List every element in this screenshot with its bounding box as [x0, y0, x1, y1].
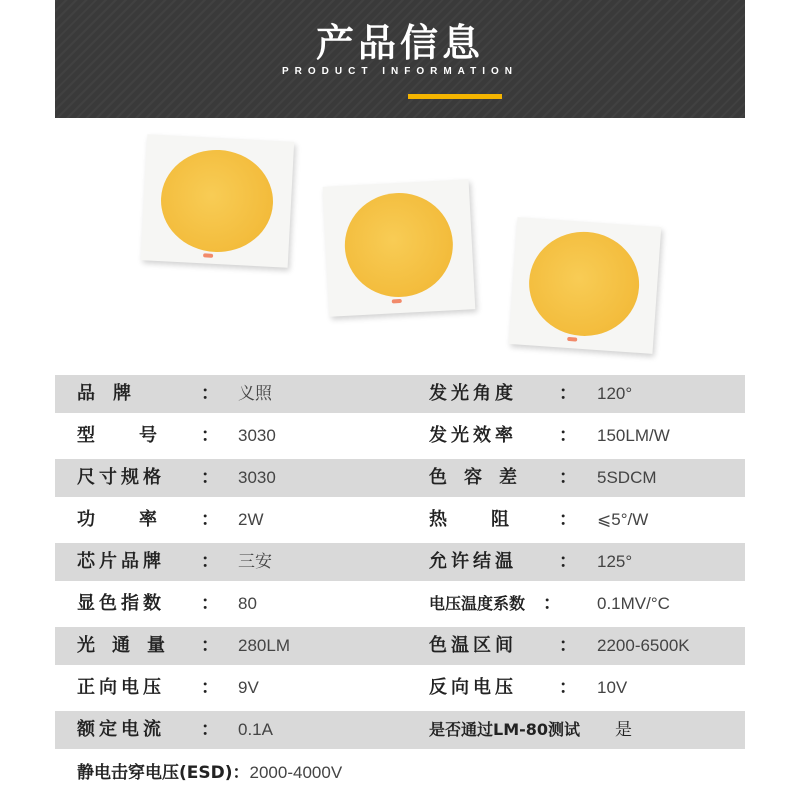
spec-label: 色容差: [429, 467, 534, 488]
led-emitter: [342, 190, 455, 300]
spec-row: [55, 375, 745, 413]
spec-colon: ：: [559, 425, 577, 446]
spec-value: 5SDCM: [597, 468, 657, 487]
spec-colon: ：: [201, 635, 219, 656]
spec-label: 是否通过LM-80测试: [429, 720, 581, 739]
spec-colon: ：: [201, 593, 219, 614]
spec-colon: ：: [559, 383, 577, 404]
spec-value: 9V: [238, 678, 259, 697]
spec-value: 280LM: [238, 636, 290, 655]
spec-colon: ：: [201, 425, 219, 446]
polarity-mark: [567, 337, 577, 342]
spec-value: 10V: [597, 678, 628, 697]
spec-colon: ：: [543, 593, 561, 614]
led-chip-image-3: [509, 217, 662, 354]
spec-label: 光通量: [77, 635, 182, 656]
spec-row: [55, 501, 745, 539]
spec-value: 120°: [597, 384, 633, 403]
spec-colon: ：: [201, 467, 219, 488]
spec-value: 80: [238, 594, 257, 613]
spec-colon: ：: [201, 677, 219, 698]
spec-label: 色温区间: [429, 635, 517, 656]
led-chip-image-2: [323, 179, 476, 316]
spec-colon: ：: [201, 719, 219, 740]
title-underline: [408, 94, 502, 99]
spec-colon: ：: [559, 635, 577, 656]
spec-value: 是: [615, 720, 632, 740]
spec-label: 允许结温: [429, 551, 517, 572]
spec-row: [55, 417, 745, 455]
spec-colon: ：: [201, 383, 219, 404]
led-chip-image-1: [141, 134, 294, 268]
spec-label: 显色指数: [77, 593, 165, 614]
spec-value: ⩽5°/W: [597, 510, 649, 529]
spec-row: [55, 669, 745, 707]
polarity-mark: [203, 253, 213, 258]
spec-label: 热阻: [429, 509, 553, 530]
spec-row: [55, 459, 745, 497]
spec-label: 尺寸规格: [77, 467, 165, 488]
spec-value: 0.1MV/°C: [597, 594, 670, 613]
spec-colon: ：: [559, 551, 577, 572]
spec-colon: ：: [201, 509, 219, 530]
spec-row: [55, 627, 745, 665]
spec-label: 反向电压: [429, 677, 517, 698]
header-banner: [55, 0, 745, 118]
spec-row: [55, 585, 745, 623]
spec-colon: ：: [559, 509, 577, 530]
spec-label: 发光效率: [429, 425, 517, 446]
spec-row: [55, 543, 745, 581]
spec-label: 品牌: [77, 383, 149, 404]
spec-value: 义照: [238, 384, 272, 403]
spec-colon: ：: [559, 677, 577, 698]
led-emitter: [158, 147, 275, 255]
spec-value: 2200-6500K: [597, 636, 690, 655]
esd-spec: [77, 758, 342, 788]
spec-label: 型号: [77, 425, 201, 446]
spec-colon: ：: [201, 551, 219, 572]
spec-value: 150LM/W: [597, 426, 670, 445]
spec-label: 正向电压: [77, 677, 165, 698]
spec-value: 3030: [238, 468, 276, 487]
spec-value: 3030: [238, 426, 276, 445]
page-subtitle: PRODUCT INFORMATION: [281, 66, 519, 77]
spec-value: 2W: [238, 510, 264, 529]
polarity-mark: [392, 299, 402, 304]
led-emitter: [526, 228, 643, 339]
spec-row: [55, 711, 745, 749]
page-title: 产品信息: [315, 21, 484, 65]
spec-value: 三安: [238, 552, 272, 571]
esd-colon: ：: [232, 763, 250, 783]
esd-value: 2000-4000V: [249, 763, 343, 782]
spec-label: 功率: [77, 509, 201, 530]
spec-label: 电压温度系数: [429, 594, 526, 613]
spec-label: 芯片品牌: [77, 551, 165, 572]
spec-label: 额定电流: [77, 719, 165, 740]
esd-label: 静电击穿电压(ESD): [77, 763, 233, 783]
spec-value: 0.1A: [238, 720, 273, 739]
spec-value: 125°: [597, 552, 633, 571]
spec-colon: ：: [559, 467, 577, 488]
spec-label: 发光角度: [429, 383, 517, 404]
